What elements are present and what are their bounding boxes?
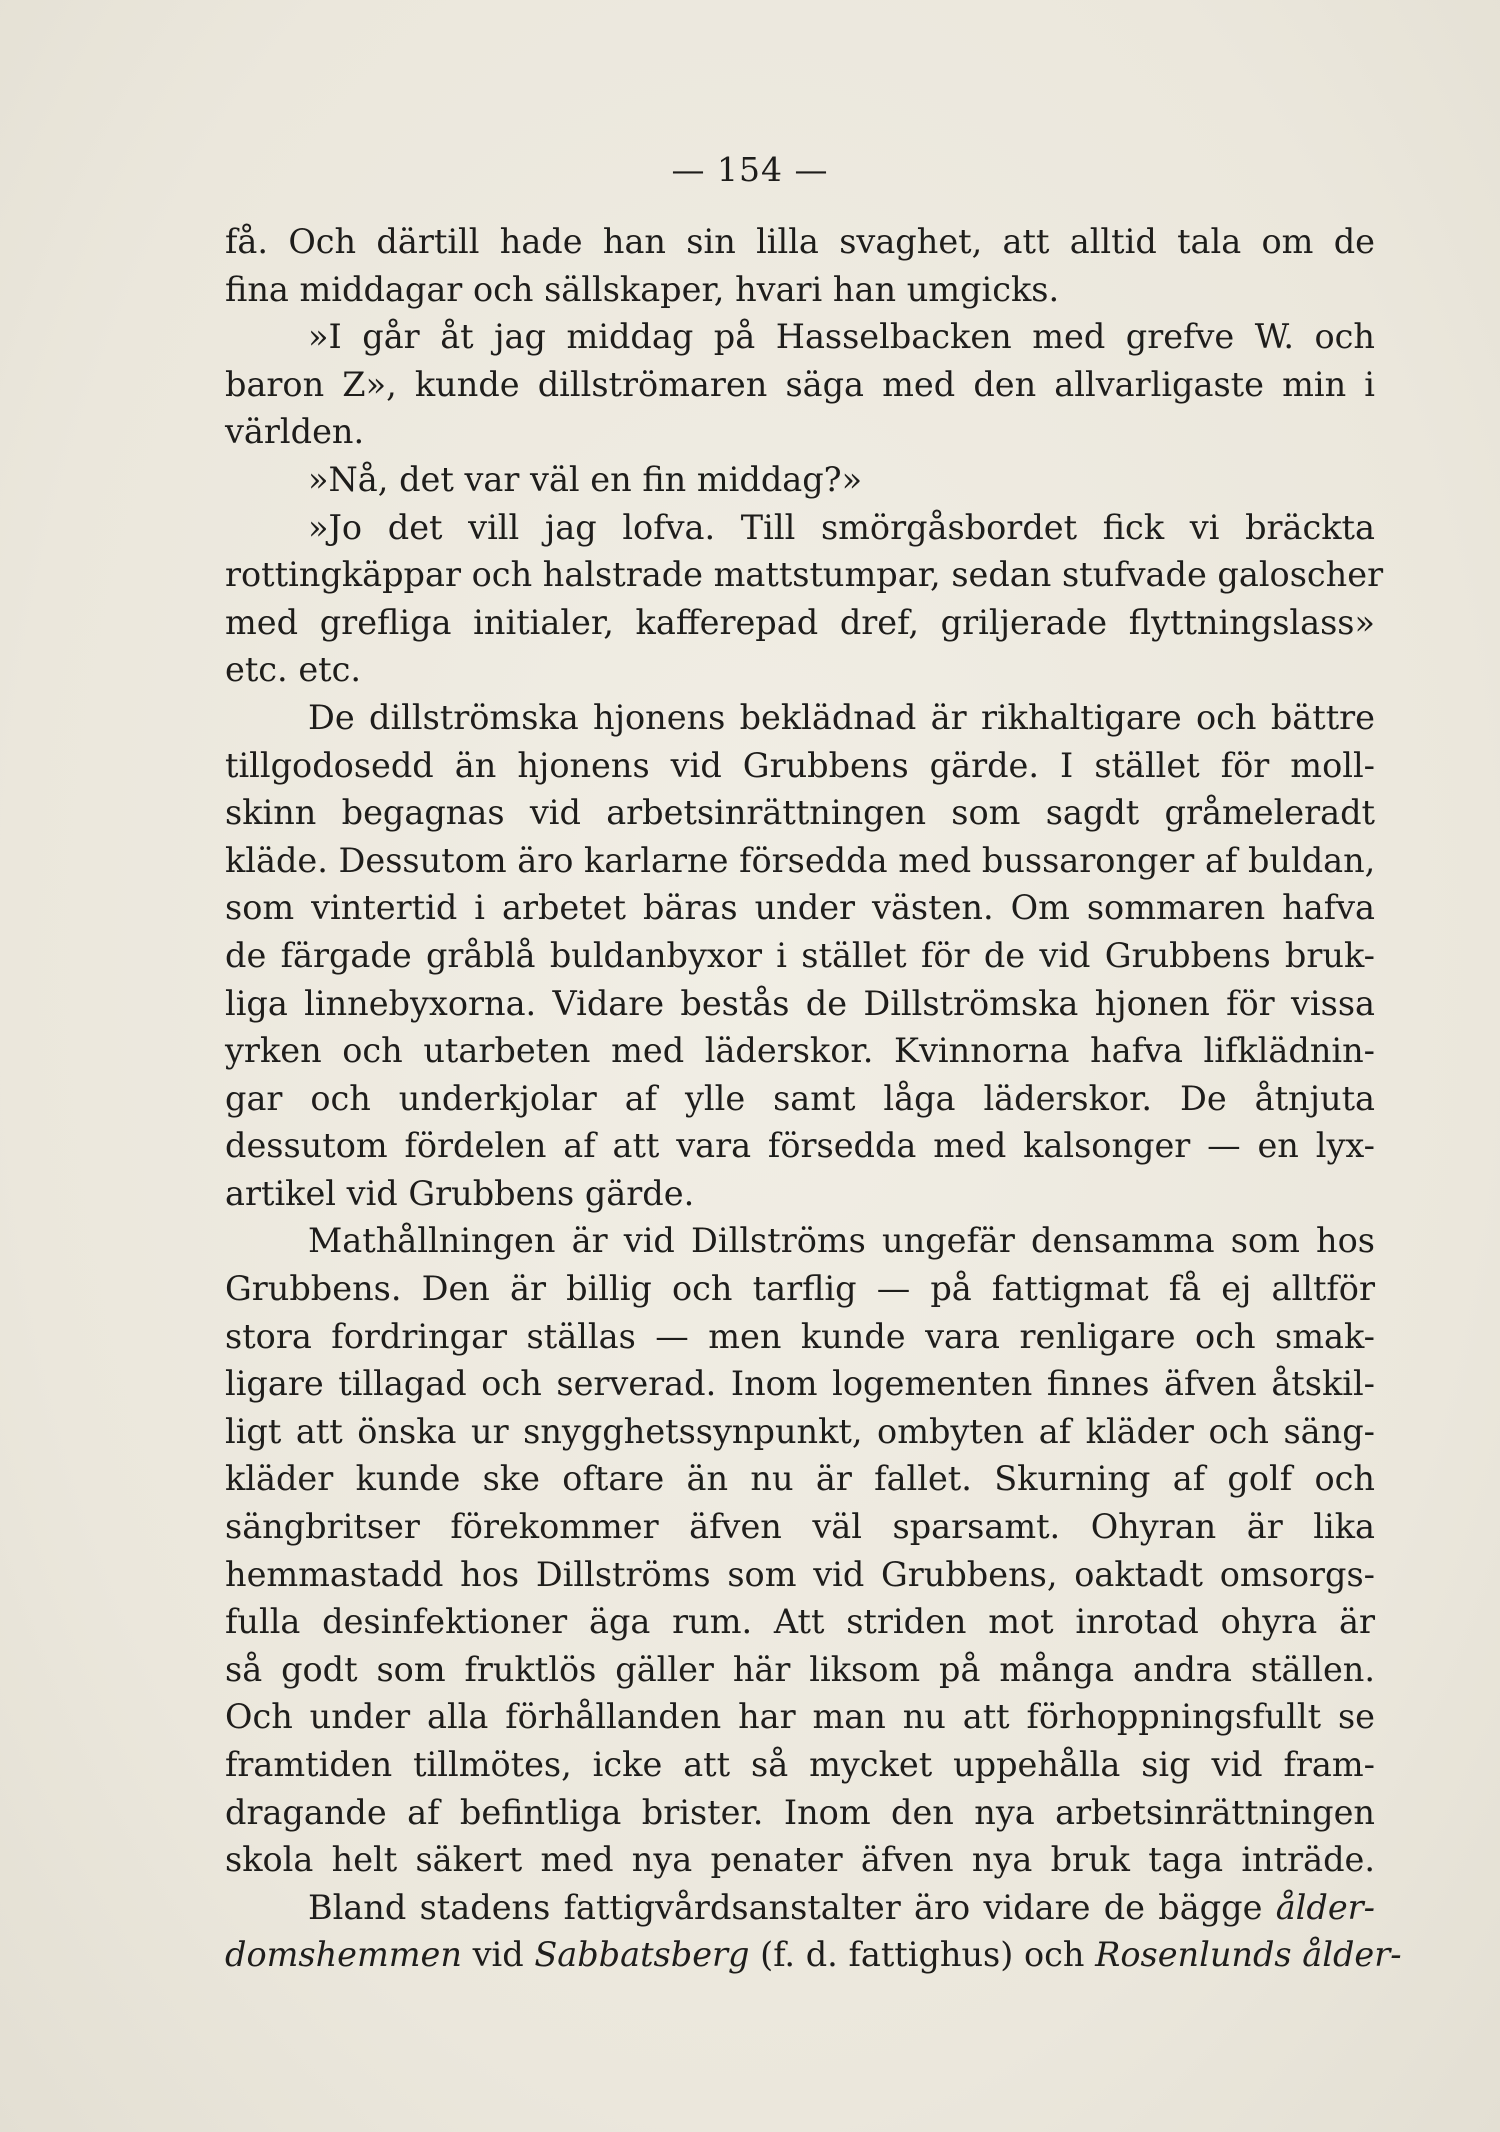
italic-term: domshemmen — [225, 1935, 462, 1975]
text-line — [225, 1884, 1375, 1932]
text-line: yrken och utarbeten med läderskor. Kvinnorna hafva lifklädnin- — [225, 1031, 1375, 1071]
text-line: Grubbens. Den är billig och tarflig — på fattigmat få ej alltför — [225, 1269, 1375, 1309]
text-line: skinn begagnas vid arbetsinrättningen som sagdt gråmeleradt — [225, 793, 1375, 833]
text-line: världen. — [225, 412, 365, 452]
text-line: sängbritser förekommer äfven väl sparsamt. Ohyran är lika — [225, 1507, 1375, 1547]
text-run: Bland stadens fattigvårdsanstalter äro vidare de bägge — [308, 1887, 1263, 1927]
text-line: så godt som fruktlös gäller här liksom på många andra ställen. — [225, 1649, 1375, 1689]
text-line: liga linnebyxorna. Vidare bestås de Dillströmska hjonen för vissa — [225, 983, 1375, 1023]
text-line: Mathållningen är vid Dillströms ungefär densamma som hos — [308, 1221, 1375, 1261]
text-line: hemmastadd hos Dillströms som vid Grubbens, oaktadt omsorgs- — [225, 1554, 1375, 1594]
text-line: »Jo det vill jag lofva. Till smörgåsbordet fick vi bräckta — [308, 507, 1375, 547]
italic-term: Sabbatsberg — [534, 1935, 750, 1975]
text-line — [225, 1931, 1402, 1979]
text-line: De dillströmska hjonens beklädnad är rikhaltigare och bättre — [308, 697, 1375, 737]
text-line: fina middagar och sällskaper, hvari han umgicks. — [225, 269, 1060, 309]
text-line: baron Z», kunde dillströmaren säga med den allvarligaste min i — [225, 364, 1375, 404]
text-line: de färgade gråblå buldanbyxor i stället för de vid Grubbens bruk- — [225, 935, 1375, 975]
text-line: stora fordringar ställas — men kunde vara renligare och smak- — [225, 1316, 1375, 1356]
text-line: få. Och därtill hade han sin lilla svaghet, att alltid tala om de — [225, 222, 1375, 261]
text-line: artikel vid Grubbens gärde. — [225, 1173, 695, 1213]
italic-term: Rosenlunds ålder- — [1095, 1935, 1402, 1975]
italic-term: ålder- — [1275, 1887, 1375, 1927]
text-line: tillgodosedd än hjonens vid Grubbens gärde. I stället för moll- — [225, 745, 1375, 785]
text-line: ligare tillagad och serverad. Inom logementen finnes äfven åtskil- — [225, 1364, 1375, 1404]
text-line: kläder kunde ske oftare än nu är fallet. Skurning af golf och — [225, 1459, 1375, 1499]
text-line: etc. etc. — [225, 650, 362, 690]
page-number: — 154 — — [671, 150, 829, 189]
text-line: dragande af befintliga brister. Inom den nya arbetsinrättningen — [225, 1792, 1375, 1832]
text-run: (f. d. fattighus) och — [760, 1935, 1085, 1975]
text-run: vid — [472, 1935, 524, 1975]
body-text — [225, 218, 1402, 1979]
text-line: rottingkäppar och halstrade mattstumpar, sedan stufvade galoscher — [225, 555, 1384, 595]
text-line: med grefliga initialer, kafferepad dref, griljerade flyttningslass» — [225, 602, 1375, 642]
text-line: ligt att önska ur snygghetssynpunkt, ombyten af kläder och säng- — [225, 1411, 1375, 1451]
text-line: gar och underkjolar af ylle samt låga läderskor. De åtnjuta — [225, 1078, 1375, 1118]
text-line: »Nå, det var väl en fin middag?» — [308, 459, 863, 499]
text-line: »I går åt jag middag på Hasselbacken med grefve W. och — [308, 317, 1375, 357]
text-line: som vintertid i arbetet bäras under västen. Om sommaren hafva — [225, 888, 1375, 928]
text-line: Och under alla förhållanden har man nu att förhoppningsfullt se — [225, 1697, 1375, 1737]
text-line: dessutom fördelen af att vara försedda med kalsonger — en lyx- — [225, 1126, 1375, 1166]
text-line: framtiden tillmötes, icke att så mycket uppehålla sig vid fram- — [225, 1745, 1375, 1784]
text-line: fulla desinfektioner äga rum. Att striden mot inrotad ohyra är — [225, 1602, 1375, 1642]
text-line: skola helt säkert med nya penater äfven nya bruk taga inträde. — [225, 1840, 1375, 1880]
text-line: kläde. Dessutom äro karlarne försedda med bussaronger af buldan, — [225, 840, 1376, 880]
